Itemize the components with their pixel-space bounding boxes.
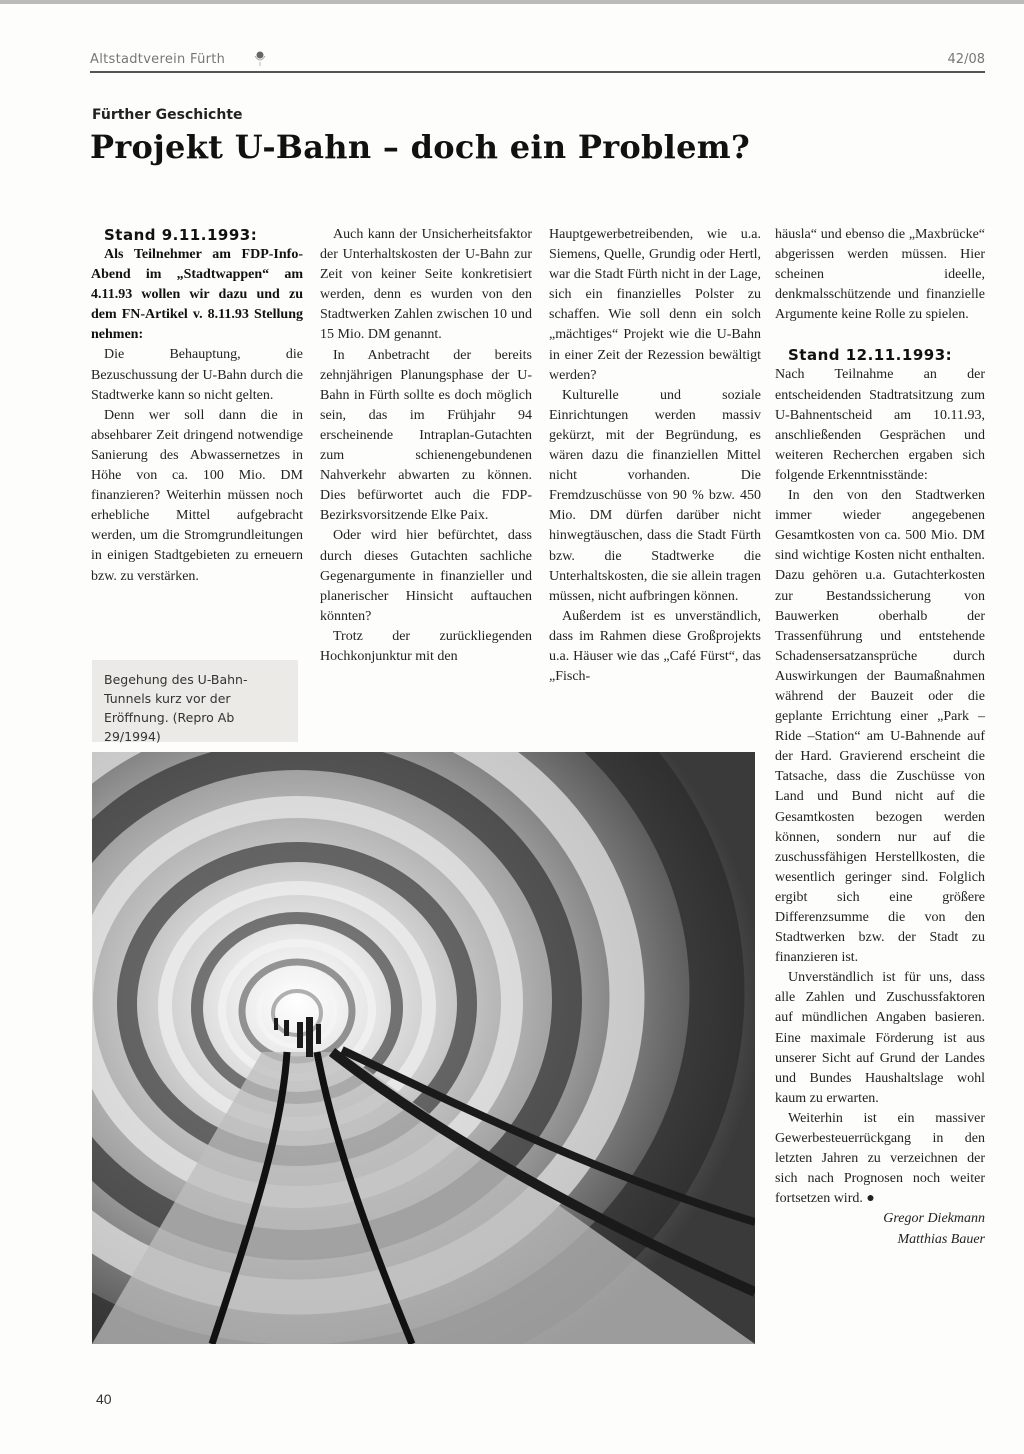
article-title: Projekt U-Bahn – doch ein Problem?	[90, 128, 751, 166]
section-heading-1: Stand 9.11.1993:	[104, 226, 258, 244]
page-number: 40	[96, 1391, 112, 1407]
header-rule	[90, 71, 985, 73]
text-column-2	[320, 225, 532, 667]
text-column-4	[775, 225, 985, 1250]
page-top-edge	[0, 0, 1024, 4]
paragraph: Weiterhin ist ein massiver Gewerbesteuerrückgang in den letzten Jahren zu verzeichnen der sich nach Prognosen noch weiter fortsetzen wird. ●	[775, 1110, 985, 1207]
header-organization: Altstadtverein Fürth	[90, 52, 226, 67]
author-1: Gregor Diekmann	[883, 1211, 985, 1227]
header-issue-number: 42/08	[947, 52, 985, 67]
paragraph: Nach Teilnahme an der entscheidenden Stadtratsitzung zum U-Bahnentscheid am 10.11.93, anschließenden Gesprächen und weiteren Recherchen ergaben sich folgende Erkenntnisstände:	[775, 367, 985, 483]
paragraph: Auch kann der Unsicherheitsfaktor der Unterhaltskosten der U-Bahn zur Zeit von keiner Seite konkretisiert werden, denn es wurden von den Stadtwerken Zahlen zwischen 10 und 15 Mio. DM genannt.	[320, 227, 532, 343]
tunnel-photo	[92, 752, 755, 1344]
paragraph: Oder wird hier befürchtet, dass durch dieses Gutachten sachliche Gegenargumente in finanzieller und planerischer Hinsicht auftauchen könnten?	[320, 528, 532, 624]
tunnel-image-icon	[92, 752, 755, 1344]
text-column-3	[549, 225, 761, 687]
paragraph: Kulturelle und soziale Einrichtungen werden massiv gekürzt, mit der Begründung, es wären dazu die finanziellen Mittel nicht vorhanden. Die Fremdzuschüsse von 90 % bzw. 450 Mio. DM dürfen darüber nicht hinwegtäuschen, dass die Stadt Fürth bzw. die Stadtwerke die Unterhaltskosten, die sie allein tragen müssen, nicht aufbringen können.	[549, 387, 761, 604]
paragraph: häusla“ und ebenso die „Maxbrücke“ abgerissen werden müssen. Hier scheinen ideelle, denkmalsschützende und finanzielle Argumente keine Rolle zu spielen.	[775, 227, 985, 323]
photo-caption: Begehung des U-Bahn-Tunnels kurz vor der Eröffnung. (Repro Ab 29/1994)	[92, 660, 298, 742]
paragraph: Unverständlich ist für uns, dass alle Zahlen und Zuschussfaktoren auf mündlichen Angaben basieren. Eine maximale Förderung ist aus unserer Sicht auf Grund der Landes und Bundes Haushaltslage wohl kaum zu erwarten.	[775, 970, 985, 1106]
association-logo-icon	[254, 50, 266, 66]
paragraph: Die Behauptung, die Bezuschussung der U-Bahn durch die Stadtwerke kann so nicht gelten.	[91, 347, 303, 403]
paragraph: Hauptgewerbetreibenden, wie u.a. Siemens, Quelle, Grundig oder Hertl, war die Stadt Fürth nicht in der Lage, sich ein finanzielles Polster zu schaffen. Wie soll denn ein solch „mächtiges“ Projekt wie die U-Bahn in einer Zeit der Rezession bewältigt werden?	[549, 227, 761, 383]
text-column-1	[91, 225, 303, 587]
article-kicker: Fürther Geschichte	[92, 107, 243, 123]
paragraph: Trotz der zurückliegenden Hochkonjunktur mit den	[320, 628, 532, 664]
paragraph: Denn wer soll dann die in absehbarer Zeit dringend notwendige Sanierung des Abwassernetzes in Höhe von ca. 100 Mio. DM finanzieren? Weiterhin müssen noch erhebliche Mittel aufgebracht werden, um die Stromgrundleitungen in einigen Stadtgebieten zu erneuern bzw. zu verstärken.	[91, 407, 303, 584]
paragraph: In den von den Stadtwerken immer wieder angegebenen Gesamtkosten von ca. 500 Mio. DM sind wichtige Kosten nicht enthalten. Dazu gehören u.a. Gutachterkosten zur Bestandssicherung von Bauwerken oberhalb der Trassenführung und entstehende Schadensersatzansprüche durch Auswirkungen der Baumaßnahmen während der Bauzeit oder die geplante Errichtung einer „Park – Ride –Station“ am U-Bahnende auf der Hard. Gravierend erscheint die Tatsache, dass die Zuschüsse von Land und Bund nicht auf die Gesamtkosten bezogen werden können, sondern nur auf die zuschussfähigen Herstellkosten, die wesentlich geringer sind. Folglich ergibt sich eine größere Differenzsumme die von den Stadtwerken bzw. der Stadt zu finanzieren ist.	[775, 488, 985, 966]
paragraph: In Anbetracht der bereits zehnjährigen Planungsphase der U-Bahn in Fürth sollte es doch möglich sein, das im Frühjahr 94 erscheinende Intraplan-Gutachten zum schienengebundenen Nahverkehr abwarten zu können. Dies befürwortet auch die FDP-Bezirksvorsitzende Elke Paix.	[320, 347, 532, 524]
author-2: Matthias Bauer	[897, 1231, 985, 1247]
section-heading-2: Stand 12.11.1993:	[788, 346, 953, 365]
paragraph: Außerdem ist es unverständlich, dass im Rahmen diese Großprojekts u.a. Häuser wie das „Café Fürst“, das „Fisch-	[549, 608, 761, 685]
running-header	[90, 50, 985, 72]
section-lead: Als Teilnehmer am FDP-Info-Abend im „Stadtwappen“ am 4.11.93 wollen wir dazu und zu dem FN-Artikel v. 8.11.93 Stellung nehmen:	[91, 247, 303, 343]
